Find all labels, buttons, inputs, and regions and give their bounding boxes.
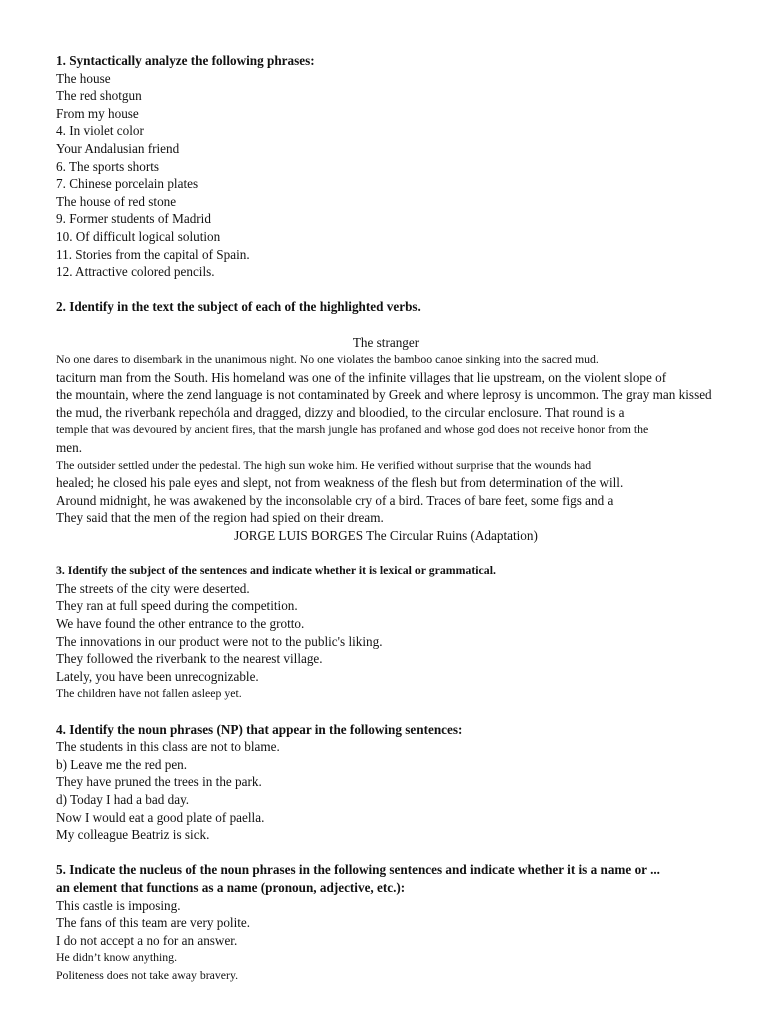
list-item: I do not accept a no for an answer. — [56, 932, 238, 948]
spacer — [56, 844, 716, 862]
section-5 — [56, 861, 716, 984]
section-2 — [56, 298, 716, 544]
list-item: The house of red stone — [56, 193, 177, 209]
text-line: the mountain, where the zend language is not contaminated by Greek and where leprosy is uncommon. The gray man kissed — [56, 387, 712, 403]
list-item: The children have not fallen asleep yet. — [56, 686, 242, 701]
list-item: 9. Former students of Madrid — [56, 211, 211, 227]
spacer — [56, 281, 716, 299]
list-item: 6. The sports shorts — [56, 158, 160, 174]
section-1 — [56, 52, 716, 281]
list-item: From my house — [56, 105, 139, 121]
list-item: He didn’t know anything. — [56, 950, 178, 965]
list-item: The fans of this team are very polite. — [56, 915, 251, 931]
list-item: 10. Of difficult logical solution — [56, 228, 221, 244]
list-item: Your Andalusian friend — [56, 140, 180, 156]
list-item: b) Leave me the red pen. — [56, 756, 188, 772]
section-3 — [56, 562, 716, 703]
list-item: 4. In violet color — [56, 123, 144, 139]
list-item: They ran at full speed during the competition. — [56, 598, 298, 614]
text-line: healed; he closed his pale eyes and slept, not from weakness of the flesh but from determination of the will. — [56, 475, 624, 491]
section-4-heading: 4. Identify the noun phrases (NP) that appear in the following sentences: — [56, 721, 463, 737]
list-item: They have pruned the trees in the park. — [56, 774, 262, 790]
list-item: 12. Attractive colored pencils. — [56, 264, 215, 280]
section-5-heading: 5. Indicate the nucleus of the noun phrases in the following sentences and indicate whether it is a name or ... — [56, 862, 660, 878]
spacer — [56, 545, 716, 563]
list-item: Lately, you have been unrecognizable. — [56, 668, 259, 684]
text-line: No one dares to disembark in the unanimous night. No one violates the bamboo canoe sinking into the sacred mud. — [56, 352, 599, 367]
list-item: The streets of the city were deserted. — [56, 580, 250, 596]
list-item: The innovations in our product were not to the public's liking. — [56, 633, 383, 649]
list-item: Politeness does not take away bravery. — [56, 967, 239, 982]
document-page — [56, 52, 716, 984]
section-3-heading: 3. Identify the subject of the sentences and indicate whether it is lexical or grammatical. — [56, 563, 496, 578]
list-item: d) Today I had a bad day. — [56, 791, 190, 807]
text-line: temple that was devoured by ancient fires, that the marsh jungle has profaned and whose god does not receive honor from the — [56, 422, 649, 437]
section-4 — [56, 721, 716, 844]
list-item: 11. Stories from the capital of Spain. — [56, 246, 250, 262]
text-line: They said that the men of the region had spied on their dream. — [56, 510, 384, 526]
list-item: The red shotgun — [56, 88, 142, 104]
attribution: JORGE LUIS BORGES The Circular Ruins (Adaptation) — [234, 528, 538, 544]
spacer — [56, 703, 716, 721]
text-line: taciturn man from the South. His homeland was one of the infinite villages that lie upstream, on the violent slope of — [56, 369, 667, 385]
section-5-heading-cont: an element that functions as a name (pronoun, adjective, etc.): — [56, 879, 406, 895]
list-item: The students in this class are not to blame. — [56, 739, 280, 755]
list-item: Now I would eat a good plate of paella. — [56, 809, 265, 825]
list-item: We have found the other entrance to the grotto. — [56, 616, 305, 631]
list-item: They followed the riverbank to the nearest village. — [56, 651, 323, 667]
list-item: The house — [56, 70, 111, 86]
spacer — [56, 316, 716, 334]
text-line: men. — [56, 440, 83, 456]
section-2-heading: 2. Identify in the text the subject of each of the highlighted verbs. — [56, 299, 421, 315]
text-line: The outsider settled under the pedestal. The high sun woke him. He verified without surprise that the wounds had — [56, 457, 592, 472]
text-line: Around midnight, he was awakened by the inconsolable cry of a bird. Traces of bare feet, some figs and a — [56, 492, 614, 508]
section-1-heading: 1. Syntactically analyze the following phrases: — [56, 53, 315, 68]
list-item: My colleague Beatriz is sick. — [56, 827, 210, 843]
text-title: The stranger — [352, 334, 420, 350]
text-line: the mud, the riverbank repechóla and dragged, dizzy and bloodied, to the circular enclosure. That round is a — [56, 404, 625, 420]
list-item: This castle is imposing. — [56, 897, 181, 913]
list-item: 7. Chinese porcelain plates — [56, 176, 199, 192]
